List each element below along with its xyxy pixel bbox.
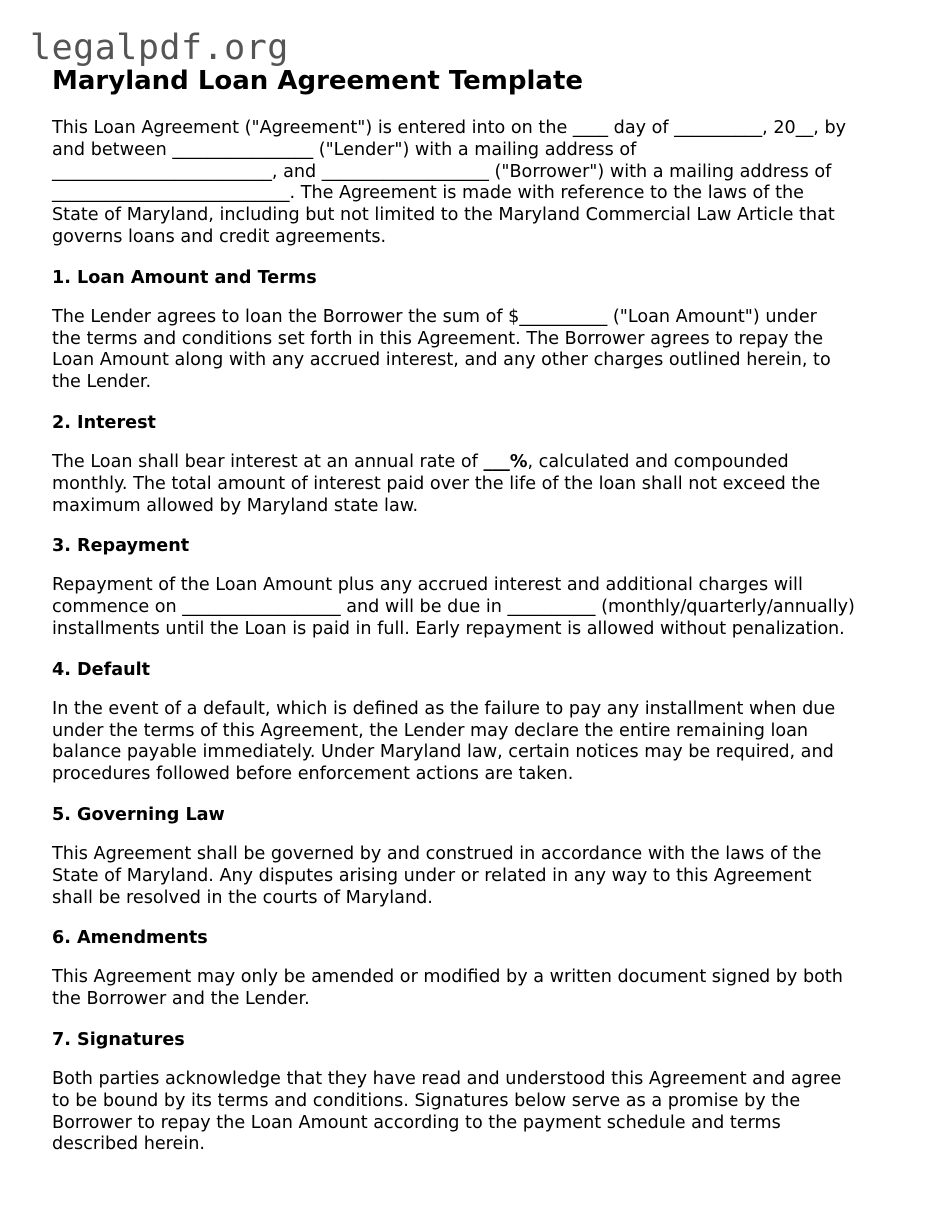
text-line: balance payable immediately. Under Maryland law, certain notices may be required, and <box>52 742 834 763</box>
section-body-amendments <box>52 967 892 1011</box>
interest-rate-blank: ___% <box>483 451 528 472</box>
text-line: Borrower to repay the Loan Amount according to the payment schedule and terms <box>52 1112 781 1133</box>
text-line: ___________________________. The Agreement is made with reference to the laws of the <box>52 183 804 204</box>
section-heading-signatures: 7. Signatures <box>52 1029 185 1050</box>
text-line: This Loan Agreement ("Agreement") is entered into on the ____ day of __________, 20__, by <box>52 118 847 138</box>
section-body-governing-law <box>52 844 892 909</box>
text-line: monthly. The total amount of interest paid over the life of the loan shall not exceed the <box>52 473 821 494</box>
text-line: This Agreement shall be governed by and construed in accordance with the laws of the <box>52 843 822 864</box>
text-line: In the event of a default, which is defined as the failure to pay any installment when due <box>52 698 836 719</box>
text-line: _________________________, and ___________________ ("Borrower") with a mailing address of <box>52 161 832 182</box>
text-line: installments until the Loan is paid in full. Early repayment is allowed without penalization. <box>52 618 845 639</box>
text-line: governs loans and credit agreements. <box>52 226 387 247</box>
section-heading-repayment: 3. Repayment <box>52 536 190 557</box>
section-body-default <box>52 699 892 786</box>
text-line: under the terms of this Agreement, the Lender may declare the entire remaining loan <box>52 720 809 741</box>
text-line: described herein. <box>52 1134 205 1155</box>
text-line: the Borrower and the Lender. <box>52 989 310 1010</box>
section-heading-governing-law: 5. Governing Law <box>52 804 225 825</box>
text-line: Repayment of the Loan Amount plus any accrued interest and additional charges will <box>52 575 803 596</box>
section-heading-loan-amount: 1. Loan Amount and Terms <box>52 267 317 288</box>
intro-paragraph <box>52 118 892 249</box>
text-line: shall be resolved in the courts of Maryland. <box>52 887 433 908</box>
section-body-signatures <box>52 1069 892 1156</box>
section-heading-interest: 2. Interest <box>52 412 156 433</box>
text-line: State of Maryland, including but not limited to the Maryland Commercial Law Article that <box>52 205 835 226</box>
text-line: procedures followed before enforcement actions are taken. <box>52 764 574 785</box>
section-body-repayment <box>52 575 892 640</box>
text-line: This Agreement may only be amended or modified by a written document signed by both <box>52 967 843 988</box>
section-heading-default: 4. Default <box>52 659 151 680</box>
text-line: , calculated and compounded <box>527 451 789 472</box>
section-body-interest <box>52 452 892 517</box>
text-line: State of Maryland. Any disputes arising under or related in any way to this Agreement <box>52 865 812 886</box>
text-line: to be bound by its terms and conditions. Signatures below serve as a promise by the <box>52 1090 801 1111</box>
text-line: the terms and conditions set forth in this Agreement. The Borrower agrees to repay the <box>52 328 824 349</box>
text-line: The Lender agrees to loan the Borrower the sum of $__________ ("Loan Amount") under <box>52 306 817 327</box>
section-body-loan-amount <box>52 307 892 394</box>
document-page <box>52 64 892 1156</box>
section-heading-amendments: 6. Amendments <box>52 928 208 949</box>
text-line: Loan Amount along with any accrued interest, and any other charges outlined herein, to <box>52 350 831 371</box>
watermark: legalpdf.org <box>30 28 289 68</box>
text-line: maximum allowed by Maryland state law. <box>52 495 419 516</box>
text-line: the Lender. <box>52 372 152 393</box>
text-line: and between ________________ ("Lender") with a mailing address of <box>52 139 637 160</box>
text-line: Both parties acknowledge that they have read and understood this Agreement and agree <box>52 1068 842 1089</box>
document-title: Maryland Loan Agreement Template <box>52 66 584 96</box>
text-line: commence on __________________ and will be due in __________ (monthly/quarterly/annually) <box>52 597 855 618</box>
text-line: The Loan shall bear interest at an annual rate of <box>52 451 484 472</box>
